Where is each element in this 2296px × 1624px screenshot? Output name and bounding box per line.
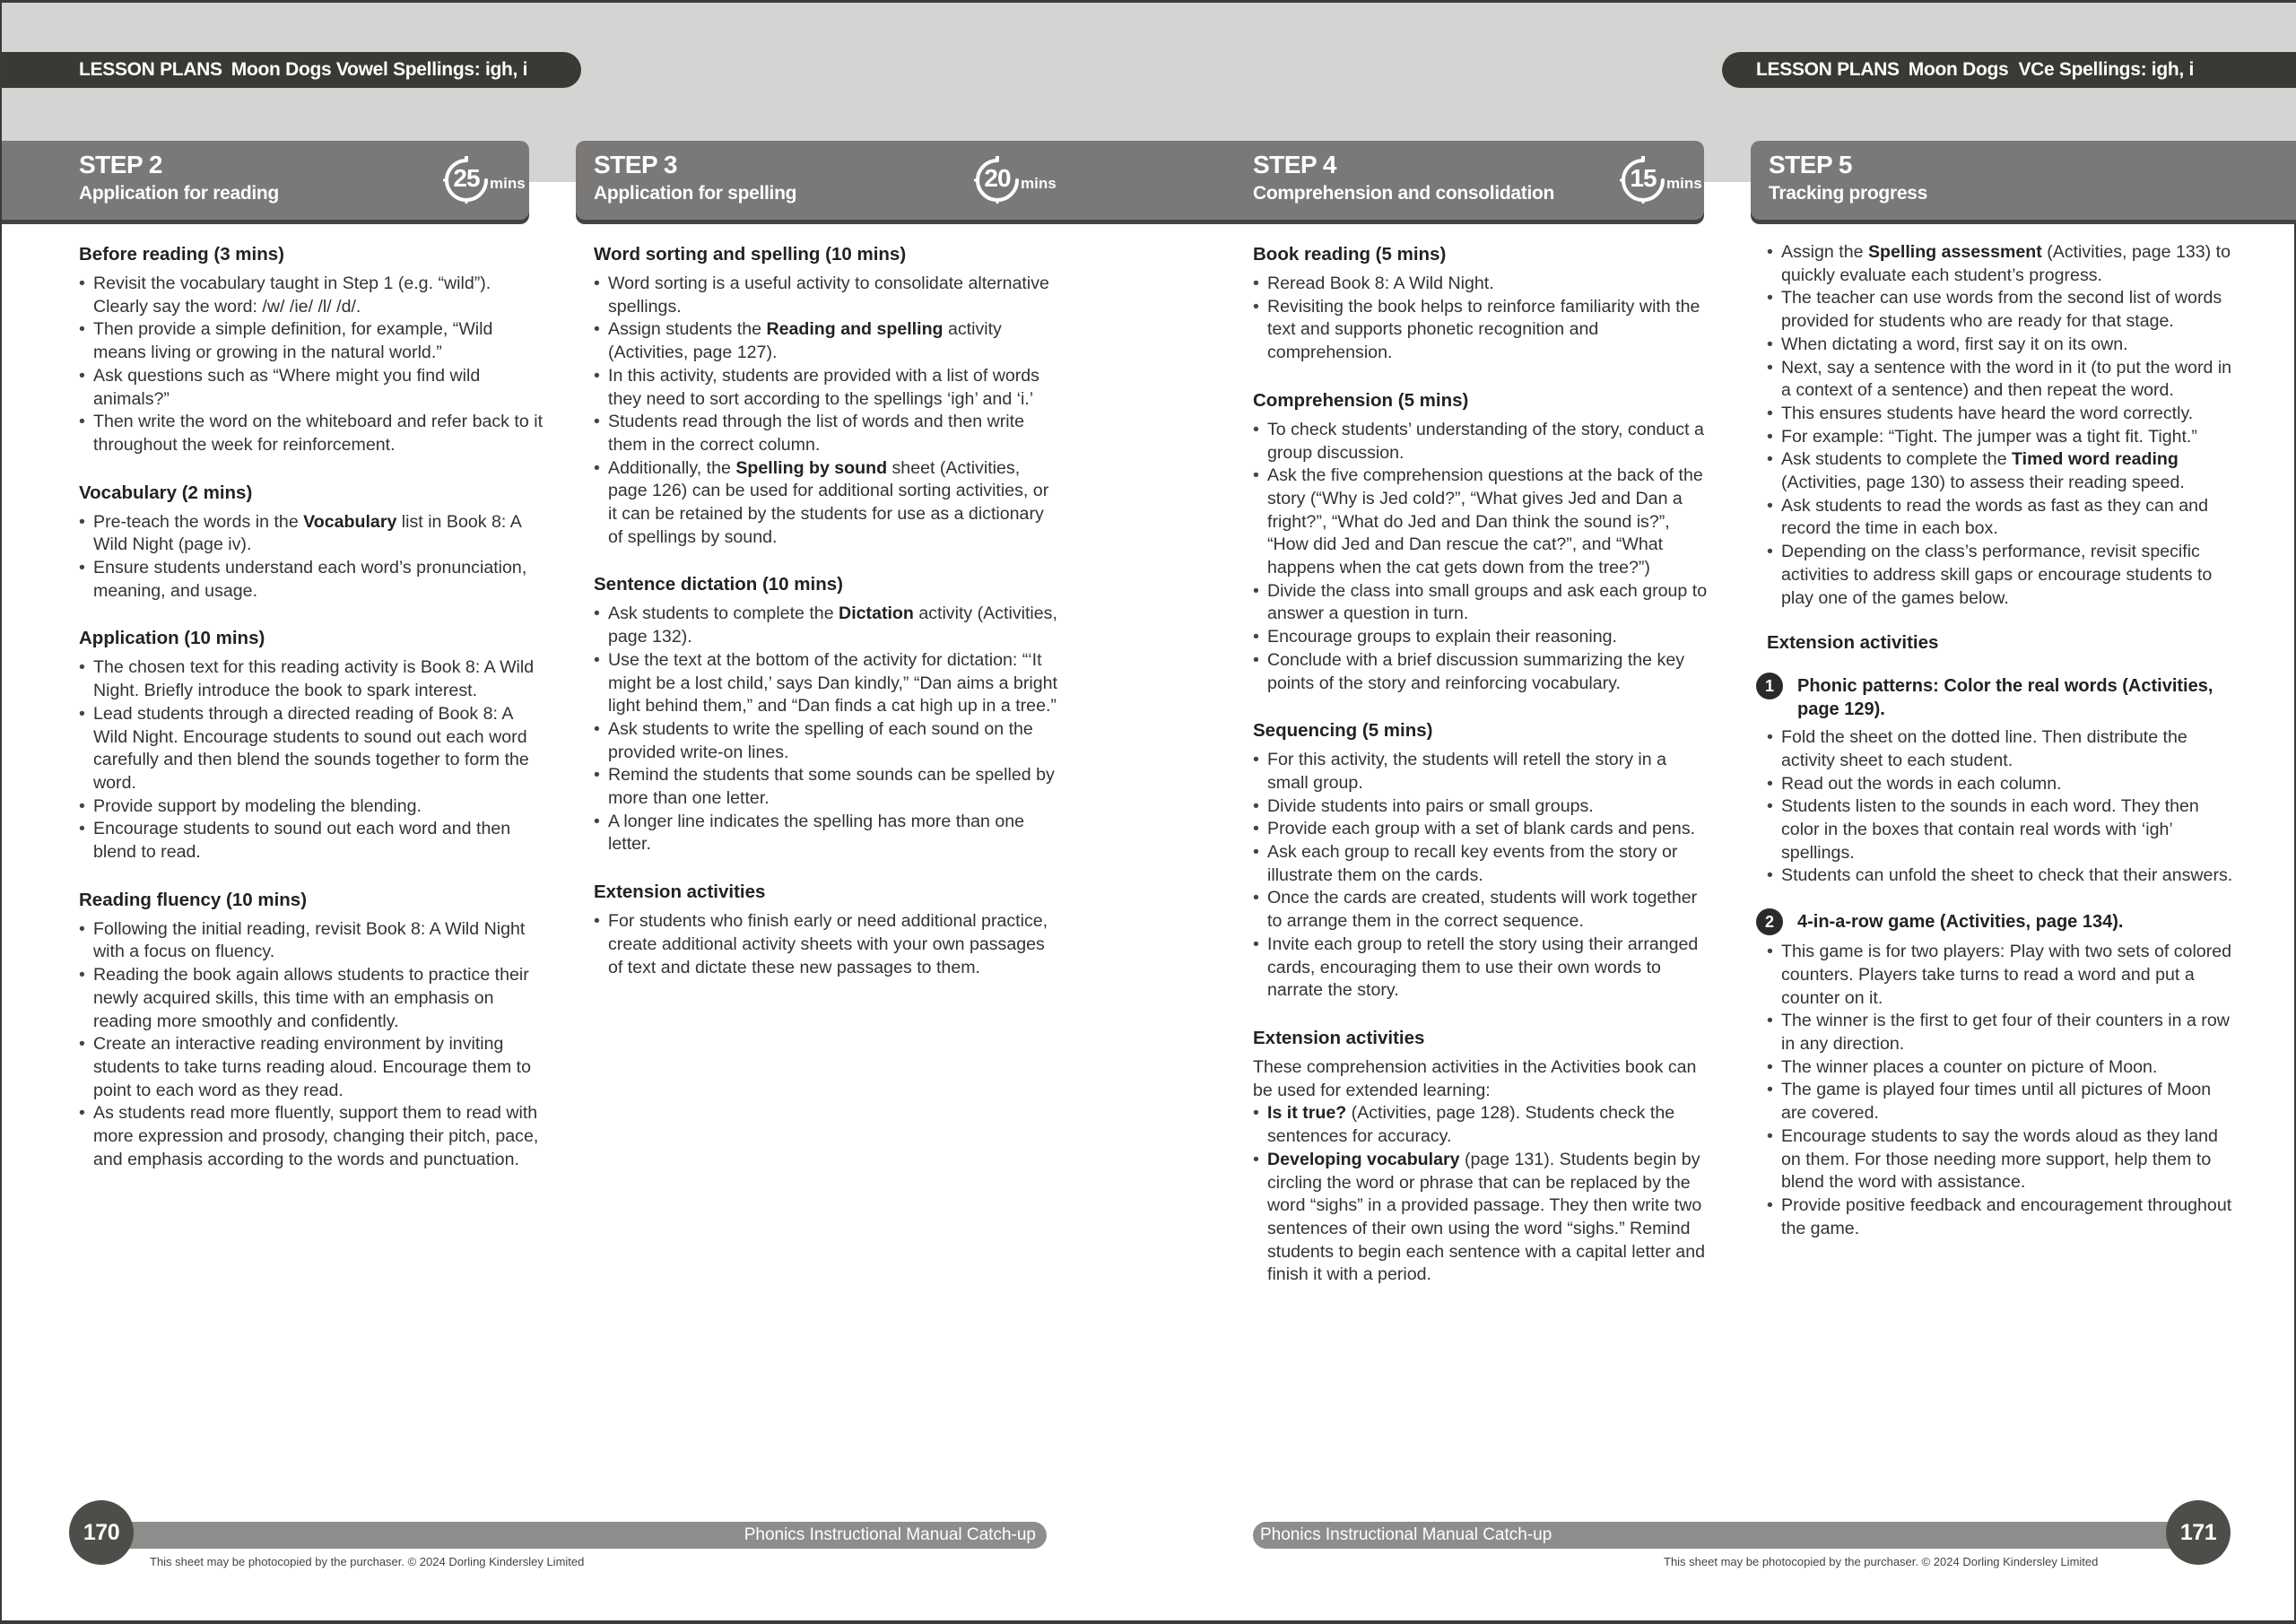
timer-unit: mins [490, 175, 526, 192]
list-item: • Provide each group with a set of blank cards and pens. [1253, 818, 1710, 841]
list-item: • Word sorting is a useful activity to consolidate alternative spellings. [594, 273, 1060, 318]
timer-minutes: 15 [1630, 164, 1657, 192]
list-item: • Additionally, the Spelling by sound sheet (Activities, page 126) can be used for additional sorting activities, or it can be retained by the students for use as a dictionary of spellings by sound. [594, 457, 1060, 550]
step-heading [79, 150, 279, 207]
timer-badge [1616, 153, 1702, 207]
list-item: • Ask students to read the words as fast as they can and record the time in each box. [1767, 495, 2233, 541]
step-title: Application for reading [79, 183, 279, 204]
list-item: • This game is for two players: Play with two sets of colored counters. Players take turns to read a word and put a counter on it. [1767, 941, 2233, 1010]
list-item: • For example: “Tight. The jumper was a tight fit. Tight.” [1767, 426, 2233, 449]
footer-bar-left [100, 1522, 1047, 1549]
lesson-label: LESSON PLANS [1756, 59, 1900, 80]
step-number: STEP 2 [79, 151, 162, 178]
list-item: • Assign the Spelling assessment (Activities, page 133) to quickly evaluate each student’s progress. [1767, 241, 2233, 287]
timer-minutes: 20 [984, 164, 1011, 192]
list-item: • The winner places a counter on picture of Moon. [1767, 1056, 2233, 1080]
step-5-content [1764, 241, 2233, 1263]
step-title: Tracking progress [1769, 183, 1927, 204]
list-item: • For this activity, the students will retell the story in a small group. [1253, 749, 1710, 795]
list-item: • Reread Book 8: A Wild Night. [1253, 273, 1710, 296]
list-item: • In this activity, students are provided with a list of words they need to sort according to the spellings ‘igh’ and ‘i.’ [594, 365, 1060, 411]
footer-bar-right [1253, 1522, 2190, 1549]
list-item: • Read out the words in each column. [1767, 773, 2233, 796]
page-number-left: 170 [69, 1500, 134, 1565]
step-heading [1769, 150, 1927, 207]
list-item: • Use the text at the bottom of the activity for dictation: “‘It might be a lost child,’ says Dan kindly,” “Dan aims a bright light behind them,” and “Dan finds a cat high up in a tree.” [594, 649, 1060, 718]
list-item: • Following the initial reading, revisit Book 8: A Wild Night with a focus on fluency. [79, 918, 545, 964]
list-item: • When dictating a word, first say it on its own. [1767, 334, 2233, 357]
lesson-title: Moon Dogs VCe Spellings: igh, i [1908, 59, 2195, 80]
step-title: Application for spelling [594, 183, 797, 204]
step-number: STEP 5 [1769, 151, 1852, 178]
step-3-4-header [576, 141, 1704, 220]
list-item: • Then write the word on the whiteboard and refer back to it throughout the week for reinforcement. [79, 411, 545, 456]
section-heading: Before reading (3 mins) [79, 244, 284, 265]
list-item: • Encourage students to sound out each word and then blend to read. [79, 818, 545, 864]
section-heading: Extension activities [594, 881, 766, 903]
page-number-right: 171 [2166, 1500, 2231, 1565]
list-item: • As students read more fluently, support them to read with more expression and prosody, changing their pitch, pace, and emphasis according to the words and punctuation. [79, 1102, 545, 1171]
section-heading: Vocabulary (2 mins) [79, 482, 253, 503]
section-heading: Extension activities [1767, 632, 1939, 654]
list-item: • Developing vocabulary (page 131). Students begin by circling the word or phrase that can be replaced by the word “sighs” in a provided passage. They then write two sentences of their own using the word “sighs.” Remind students to begin each sentence with a capital letter and finish it with a period. [1253, 1149, 1710, 1287]
timer-unit: mins [1666, 175, 1702, 192]
timer-badge [970, 153, 1057, 207]
step-4-heading [1253, 150, 1554, 207]
list-item: • Ensure students understand each word’s pronunciation, meaning, and usage. [79, 557, 545, 603]
list-item: • Once the cards are created, students will work together to arrange them in the correct sequence. [1253, 887, 1710, 933]
number-badge: 2 [1756, 908, 1783, 935]
activity-2 [1764, 910, 2233, 1240]
list-item: • The game is played four times until all pictures of Moon are covered. [1767, 1079, 2233, 1125]
lesson-header-left [2, 52, 581, 88]
extension-section [594, 879, 1060, 979]
list-item: • The winner is the first to get four of their counters in a row in any direction. [1767, 1010, 2233, 1055]
list-item: • Pre-teach the words in the Vocabulary list in Book 8: A Wild Night (page iv). [79, 511, 545, 557]
application-section [79, 625, 545, 864]
word-sorting-section [594, 241, 1060, 549]
section-heading: Extension activities [1253, 1027, 1425, 1048]
list-item: • Provide support by modeling the blending. [79, 795, 545, 819]
number-badge: 1 [1756, 673, 1783, 699]
step-number: STEP 3 [594, 151, 677, 178]
list-item: • Divide the class into small groups and ask each group to answer a question in turn. [1253, 580, 1710, 626]
timer-minutes: 25 [453, 164, 480, 192]
step-4-content [1253, 241, 1710, 1309]
list-item: • Students read through the list of words and then write them in the correct column. [594, 411, 1060, 456]
list-item: • The teacher can use words from the second list of words provided for students who are ready for that stage. [1767, 287, 2233, 333]
list-item: • Then provide a simple definition, for example, “Wild means living or growing in the natural world.” [79, 318, 545, 364]
comprehension-section [1253, 387, 1710, 695]
list-item: • Ask students to complete the Dictation activity (Activities, page 132). [594, 603, 1060, 648]
list-item: • Is it true? (Activities, page 128). Students check the sentences for accuracy. [1253, 1102, 1710, 1148]
timer-unit: mins [1021, 175, 1057, 192]
list-item: • Divide students into pairs or small groups. [1253, 795, 1710, 819]
list-item: • Remind the students that some sounds can be spelled by more than one letter. [594, 764, 1060, 810]
activity-title: 4-in-a-row game (Activities, page 134). [1797, 912, 2124, 933]
reading-fluency-section [79, 887, 545, 1172]
step-number: STEP 4 [1253, 151, 1336, 178]
footer-title: Phonics Instructional Manual Catch-up [1260, 1525, 1552, 1544]
list-item: • Encourage groups to explain their reasoning. [1253, 626, 1710, 649]
list-item: • Depending on the class’s performance, revisit specific activities to address skill gaps or encourage students to play one of the games below. [1767, 541, 2233, 610]
list-item: • Ask each group to recall key events from the story or illustrate them on the cards. [1253, 841, 1710, 887]
list-item: • To check students’ understanding of the story, conduct a group discussion. [1253, 419, 1710, 465]
section-heading: Sentence dictation (10 mins) [594, 574, 843, 595]
activity-1 [1764, 674, 2233, 888]
step-2-content [79, 241, 545, 1194]
lesson-header-right [1722, 52, 2296, 88]
list-item: • Ask the five comprehension questions at the back of the story (“Why is Jed cold?”, “What gives Jed and Dan a fright?”, “What do Jed and Dan think the sound is?”, “How did Jed and Dan rescue the cat?”, and “What happens when the cat gets down from the tree?”) [1253, 465, 1710, 580]
lesson-title: Moon Dogs Vowel Spellings: igh, i [230, 59, 528, 80]
list-item: • Students listen to the sounds in each word. They then color in the boxes that contain real words with ‘igh’ spellings. [1767, 795, 2233, 864]
step-5-header [1751, 141, 2296, 220]
extension-intro: These comprehension activities in the Activities book can be used for extended learning: [1253, 1056, 1697, 1100]
tracking-section [1767, 241, 2233, 610]
step-2-header [2, 141, 529, 220]
timer-badge [439, 153, 526, 207]
list-item: • A longer line indicates the spelling has more than one letter. [594, 811, 1060, 856]
list-item: • Revisiting the book helps to reinforce familiarity with the text and supports phonetic recognition and comprehension. [1253, 296, 1710, 365]
step-3-heading [594, 150, 796, 207]
list-item: • Fold the sheet on the dotted line. Then distribute the activity sheet to each student. [1767, 726, 2233, 772]
vocabulary-section [79, 480, 545, 604]
section-heading: Application (10 mins) [79, 628, 265, 649]
list-item: • Reading the book again allows students to practice their newly acquired skills, this time with an emphasis on reading more smoothly and confidently. [79, 964, 545, 1033]
list-item: • Ask students to complete the Timed word reading (Activities, page 130) to assess their reading speed. [1767, 448, 2233, 494]
list-item: • The chosen text for this reading activity is Book 8: A Wild Night. Briefly introduce the book to spark interest. [79, 656, 545, 702]
activity-heading [1756, 674, 2233, 721]
list-item: • Ask questions such as “Where might you find wild animals?” [79, 365, 545, 411]
list-item: • Revisit the vocabulary taught in Step 1 (e.g. “wild”). Clearly say the word: /w/ /ie/ /l/ /d/. [79, 273, 545, 318]
section-heading: Comprehension (5 mins) [1253, 389, 1469, 411]
before-reading-section [79, 241, 545, 457]
lesson-label: LESSON PLANS [79, 59, 222, 80]
sequencing-section [1253, 717, 1710, 1003]
list-item: • Create an interactive reading environment by inviting students to take turns reading aloud. Encourage them to point to each word as they read. [79, 1033, 545, 1102]
sentence-dictation-section [594, 571, 1060, 856]
list-item: • This ensures students have heard the word correctly. [1767, 403, 2233, 426]
list-item: • Ask students to write the spelling of each sound on the provided write-on lines. [594, 718, 1060, 764]
list-item: • Conclude with a brief discussion summarizing the key points of the story and reinforcing vocabulary. [1253, 649, 1710, 695]
list-item: • Assign students the Reading and spelling activity (Activities, page 127). [594, 318, 1060, 364]
copyright-left: This sheet may be photocopied by the purchaser. © 2024 Dorling Kindersley Limited [150, 1555, 585, 1568]
list-item: • Students can unfold the sheet to check that their answers. [1767, 864, 2233, 888]
extension-section [1253, 1025, 1710, 1287]
activity-title: Phonic patterns: Color the real words (Activities, page 129). [1797, 676, 2213, 720]
section-heading: Word sorting and spelling (10 mins) [594, 244, 907, 265]
footer-title: Phonics Instructional Manual Catch-up [744, 1525, 1036, 1544]
section-heading: Sequencing (5 mins) [1253, 720, 1433, 742]
activity-heading [1756, 910, 2233, 935]
section-heading: Reading fluency (10 mins) [79, 889, 308, 910]
list-item: • Invite each group to retell the story using their arranged cards, encouraging them to use their own words to narrate the story. [1253, 934, 1710, 1003]
step-3-content [594, 241, 1060, 1002]
list-item: • Encourage students to say the words aloud as they land on them. For those needing more support, help them to blend the word with assistance. [1767, 1125, 2233, 1194]
copyright-right: This sheet may be photocopied by the purchaser. © 2024 Dorling Kindersley Limited [1664, 1555, 2099, 1568]
list-item: • Lead students through a directed reading of Book 8: A Wild Night. Encourage students to sound out each word carefully and then blend the sounds together to form the word. [79, 703, 545, 795]
list-item: • Next, say a sentence with the word in it (to put the word in a context of a sentence) and then repeat the word. [1767, 357, 2233, 403]
step-title: Comprehension and consolidation [1253, 183, 1555, 204]
book-reading-section [1253, 241, 1710, 365]
list-item: • For students who finish early or need additional practice, create additional activity sheets with your own passages of text and dictate these new passages to them. [594, 910, 1060, 979]
section-heading: Book reading (5 mins) [1253, 244, 1447, 265]
list-item: • Provide positive feedback and encouragement throughout the game. [1767, 1194, 2233, 1240]
